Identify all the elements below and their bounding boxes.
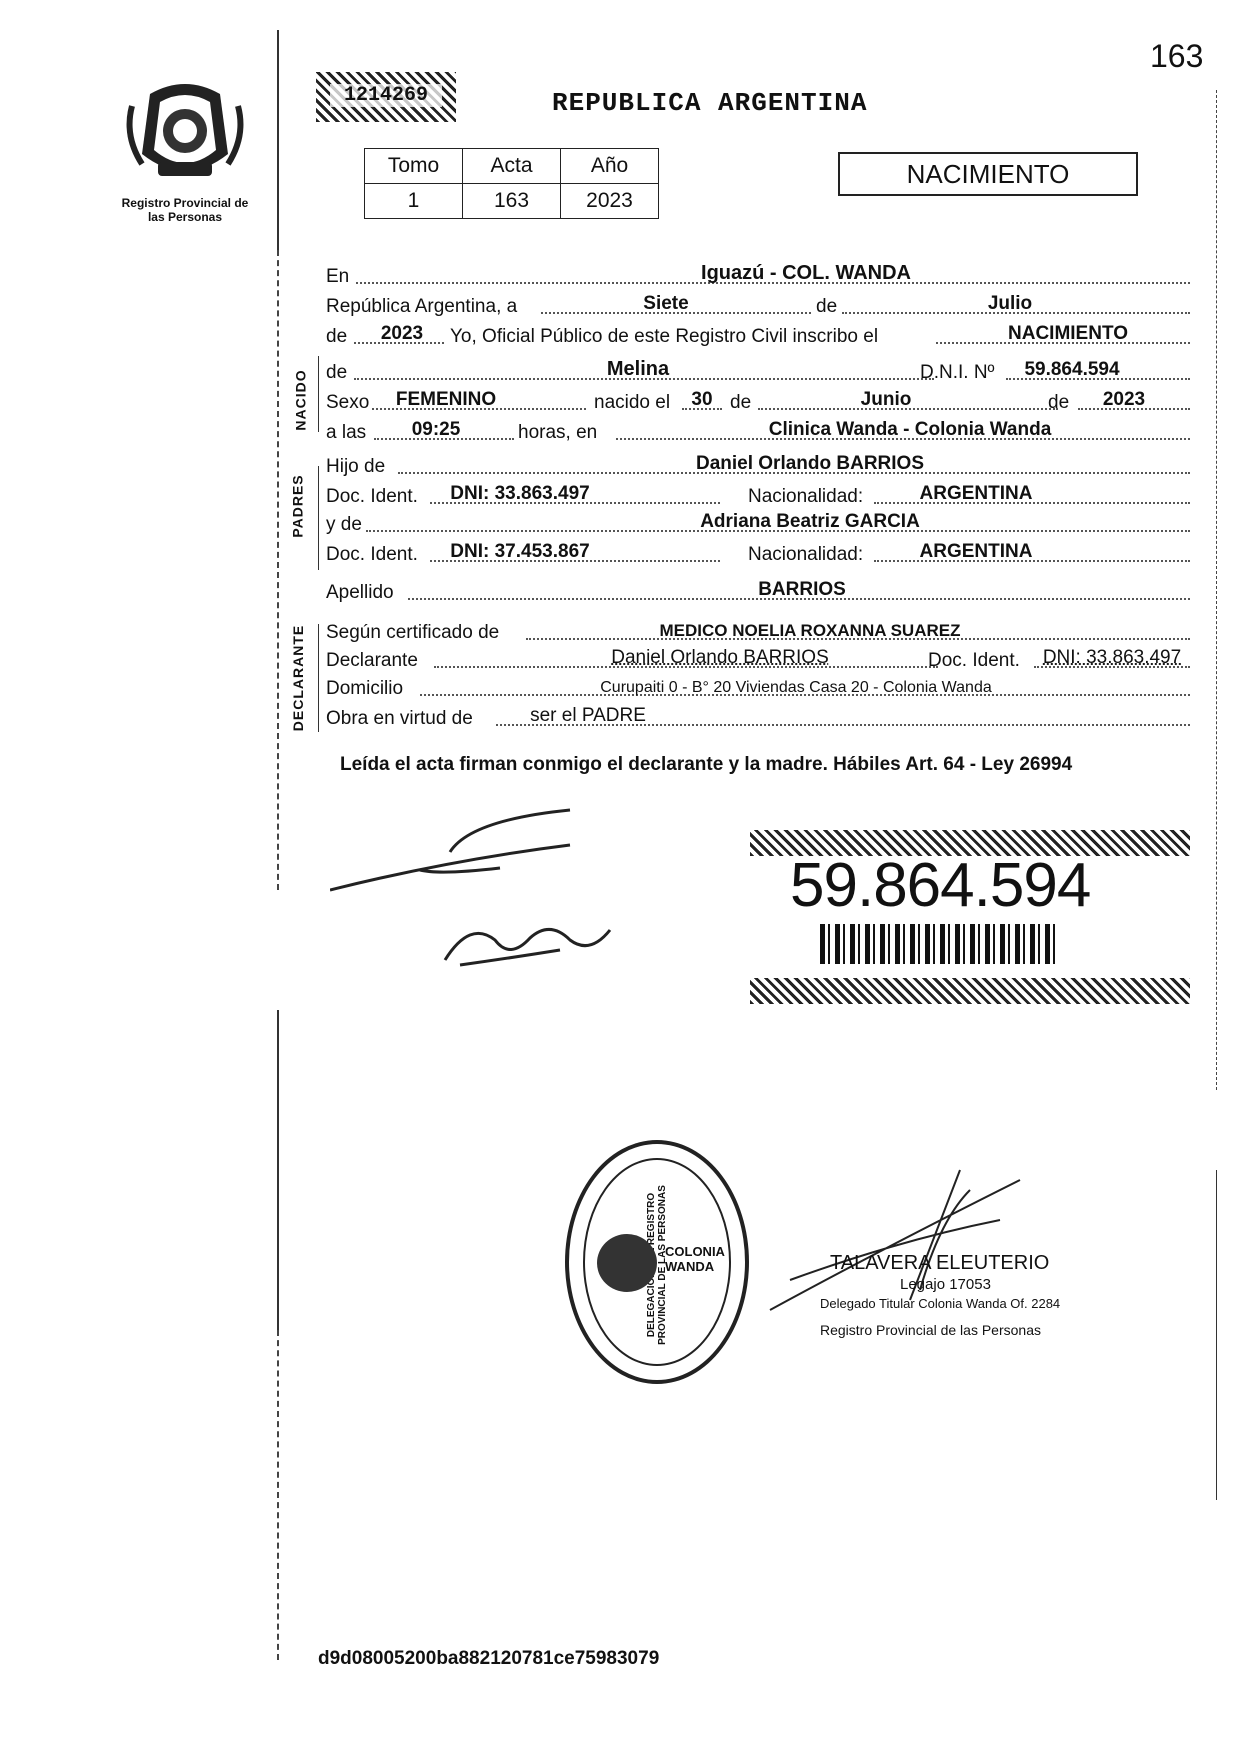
label: República Argentina, a: [326, 296, 518, 317]
dni-big-number: 59.864.594: [790, 851, 1091, 920]
tomo-acta-table: [364, 148, 659, 219]
form-row-declarante: [326, 644, 1190, 674]
margin-line: [277, 30, 279, 250]
label: Declarante: [326, 650, 418, 671]
form-row-apellido: [326, 576, 1190, 606]
label: de: [326, 326, 348, 347]
official-legajo: Legajo 17053: [900, 1276, 991, 1293]
document-title: REPUBLICA ARGENTINA: [552, 88, 868, 118]
label: Nacionalidad:: [748, 486, 864, 507]
birth-month-value: Junio: [860, 389, 912, 410]
father-doc-value: DNI: 33.863.497: [450, 483, 590, 504]
seal-ring-text: DELEGACION REGISTRO PROVINCIAL DE LAS PERSONAS: [646, 1185, 668, 1345]
form-row-obra: [326, 702, 1190, 732]
official-name: TALAVERA ELEUTERIO: [830, 1252, 1050, 1274]
label: Yo, Oficial Público de este Registro Civil inscribo el: [450, 326, 879, 347]
legal-note: Leída el acta firman conmigo el declarante y la madre. Hábiles Art. 64 - Ley 26994: [340, 754, 1073, 775]
month-value: Julio: [987, 293, 1033, 314]
label: Apellido: [326, 582, 394, 603]
dni-value: 59.864.594: [1024, 359, 1120, 380]
label: Nacionalidad:: [748, 544, 864, 565]
seal-crest-icon: [597, 1234, 657, 1292]
day-value: Siete: [643, 293, 689, 314]
form-row-madre-doc: [326, 538, 1190, 568]
barcode: [820, 924, 1060, 964]
label: de: [730, 392, 752, 413]
label: Según certificado de: [326, 622, 500, 643]
table-cell: 163: [463, 184, 561, 219]
form-row-nombre: [326, 356, 1190, 386]
birth-year-value: 2023: [1102, 389, 1146, 410]
label: y de: [326, 514, 362, 535]
form-row-year: [326, 320, 1190, 350]
mother-signature-icon: [440, 900, 620, 980]
label: Doc. Ident.: [326, 544, 418, 565]
section-divider: [318, 624, 319, 732]
table-header: Tomo: [365, 149, 463, 184]
inscribo-value: NACIMIENTO: [1008, 323, 1128, 344]
serial-stamp: [316, 72, 456, 122]
registry-logo-label: Registro Provincial de las Personas: [121, 196, 249, 224]
label: Sexo: [326, 392, 370, 413]
form-row-domicilio: [326, 672, 1190, 702]
mother-name-value: Adriana Beatriz GARCIA: [700, 511, 920, 532]
label: D.N.I. Nº: [920, 362, 995, 383]
declarant-doc-value: DNI: 33.863.497: [1042, 647, 1182, 668]
name-value: Melina: [606, 358, 670, 380]
table-cell: 2023: [561, 184, 659, 219]
sex-value: FEMENINO: [395, 389, 497, 410]
mother-nationality-value: ARGENTINA: [919, 541, 1033, 562]
label: nacido el: [594, 392, 671, 413]
section-divider: [318, 356, 319, 432]
form-row-en: [326, 260, 1190, 290]
form-row-hora: [326, 416, 1190, 446]
birth-day-value: 30: [691, 389, 713, 410]
document-type-box: NACIMIENTO: [838, 152, 1138, 196]
security-pattern: [750, 978, 1190, 1004]
round-seal: [565, 1140, 749, 1384]
label: Doc. Ident.: [928, 650, 1020, 671]
side-label-padres: PADRES: [289, 474, 306, 538]
table-header: Año: [561, 149, 659, 184]
label: Domicilio: [326, 678, 404, 699]
serial-stamp-number: 1214269: [330, 84, 442, 107]
label: a las: [326, 422, 367, 443]
certificate-value: MEDICO NOELIA ROXANNA SUAREZ: [659, 621, 961, 640]
label: Obra en virtud de: [326, 708, 473, 729]
form-row-segun: [326, 616, 1190, 646]
form-row-hijo: [326, 450, 1190, 480]
label: de: [1048, 392, 1070, 413]
official-registry: Registro Provincial de las Personas: [820, 1322, 1041, 1338]
page-number: 163: [1150, 38, 1204, 74]
margin-line: [1216, 90, 1217, 1090]
relationship-value: ser el PADRE: [530, 705, 646, 726]
misiones-crest-icon: [120, 76, 250, 191]
birthplace-value: Clinica Wanda - Colonia Wanda: [768, 419, 1052, 440]
hour-value: 09:25: [411, 419, 461, 440]
seal-inner-text: COLONIA WANDA: [665, 1244, 725, 1274]
margin-line: [277, 250, 279, 890]
table-header: Acta: [463, 149, 561, 184]
mother-doc-value: DNI: 37.453.867: [450, 541, 590, 562]
label: En: [326, 266, 350, 287]
registry-logo: [120, 76, 250, 224]
margin-line: [1216, 1170, 1217, 1500]
father-nationality-value: ARGENTINA: [919, 483, 1033, 504]
label: horas, en: [518, 422, 598, 443]
father-name-value: Daniel Orlando BARRIOS: [695, 453, 925, 474]
label: Doc. Ident.: [326, 486, 418, 507]
table-cell: 1: [365, 184, 463, 219]
year-value: 2023: [380, 323, 424, 344]
section-divider: [318, 466, 319, 570]
form-row-madre: [326, 508, 1190, 538]
address-value: Curupaiti 0 - B° 20 Viviendas Casa 20 - Colonia Wanda: [600, 679, 992, 696]
surname-value: BARRIOS: [758, 579, 846, 600]
side-label-nacido: NACIDO: [292, 369, 309, 431]
form-row-padre-doc: [326, 480, 1190, 510]
label: de: [816, 296, 838, 317]
form-row-sexo: [326, 386, 1190, 416]
place-value: Iguazú - COL. WANDA: [701, 262, 911, 284]
form-row-republica: [326, 290, 1190, 320]
document-hash: d9d08005200ba882120781ce75983079: [318, 1648, 660, 1669]
declarant-value: Daniel Orlando BARRIOS: [611, 647, 829, 668]
label: Hijo de: [326, 456, 386, 477]
label: de: [326, 362, 348, 383]
side-label-declarante: DECLARANTE: [290, 624, 307, 732]
margin-line: [277, 1330, 279, 1660]
margin-line: [277, 1010, 279, 1330]
official-cargo: Delegado Titular Colonia Wanda Of. 2284: [820, 1296, 1061, 1311]
